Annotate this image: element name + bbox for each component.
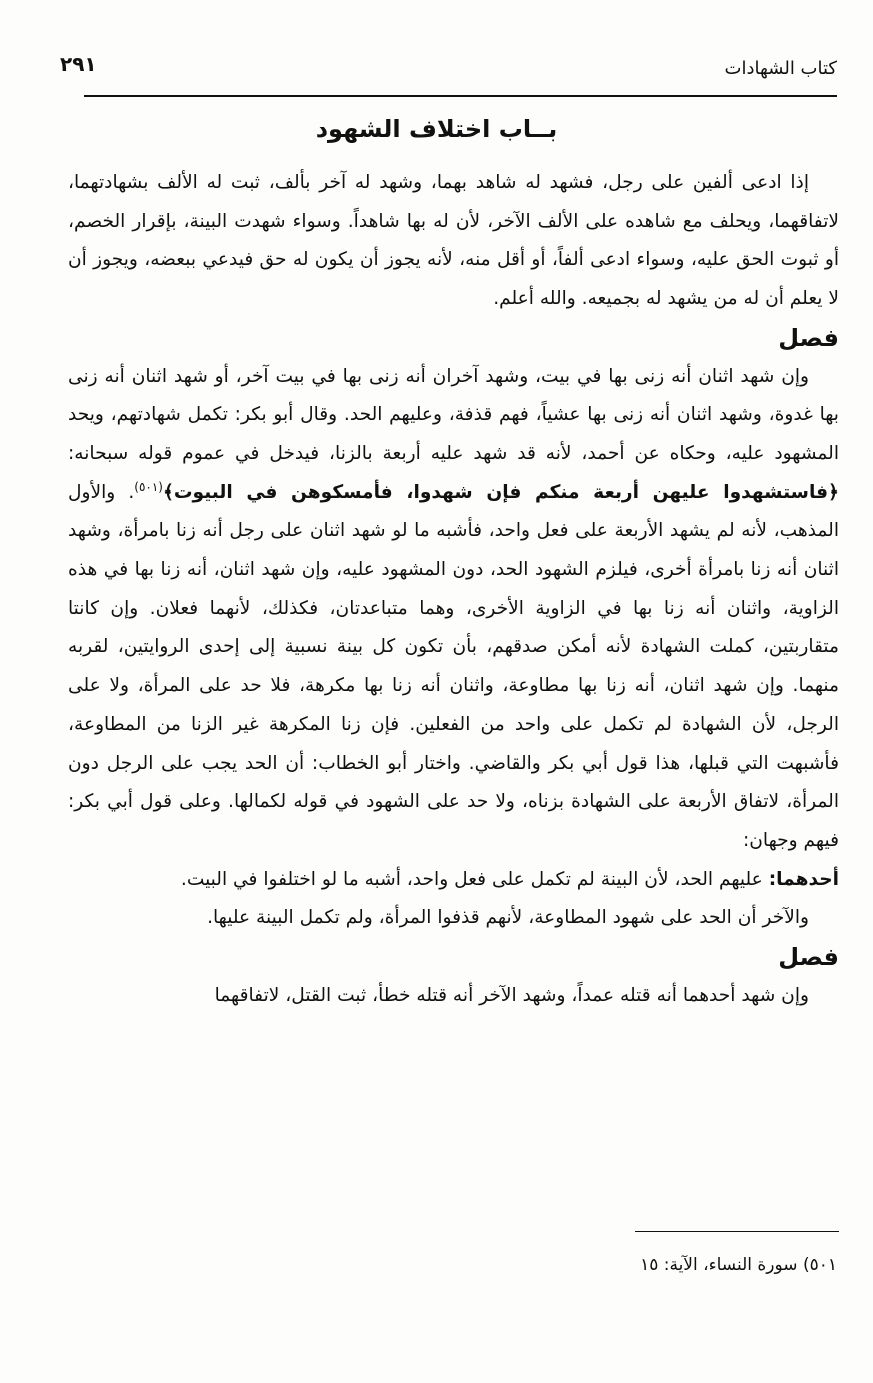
paragraph-text: . والأول المذهب، لأنه لم يشهد الأربعة على فعل واحد، فأشبه ما لو شهد اثنان على رجل أنه زنا بامرأة، وشهد اثنان أنه زنا بامرأة أخرى، فيلزم الشهود الحد، دون المشهود عليه، وإن شهد اثنان، أنه زنا بها في هذه الزاوية، واثنان أنه زنا بها في الزاوية الأخرى، وهما متباعدتان، فكذلك، لأنهما فعلان. وإن كانتا متقاربتين، كملت الشهادة لأنه أمكن صدقهم، بأن تكون كل بينة نسبية إلى إحدى الروايتين، لقربه منهما. وإن شهد اثنان، أنه زنا بها مطاوعة، واثنان أنه زنا بها مكرهة، فلا حد على المرأة، ولا على الرجل، لأن الشهادة لم تكمل على واحد من الفعلين. فإن زنا المكرهة غير الزنا من المطاوعة، فأشبهت التي قبلها، هذا قول أبي بكر والقاضي. واختار أبو الخطاب: أن الحد يجب على الرجل دون المرأة، لاتفاق الأربعة على الشهادة بزناه، ولا حد على الشهود في قوله لكمالها. وعلى قول أبي بكر: فيهم وجهان:: [68, 481, 839, 851]
section2-paragraph: وإن شهد أحدهما أنه قتله عمداً، وشهد الآخر أنه قتله خطأ، ثبت القتل، لاتفاقهما: [214, 984, 809, 1006]
footnote-marker: (٥٠١): [134, 479, 163, 494]
section1-paragraph: [68, 358, 839, 861]
header-divider: [84, 95, 837, 97]
running-title: كتاب الشهادات: [724, 58, 837, 79]
quran-verse: ﴿فاستشهدوا عليهن أربعة منكم فإن شهدوا، فأمسكوهن في البيوت﴾: [162, 481, 840, 503]
paragraph-text: وإن شهد اثنان أنه زنى بها في بيت، وشهد آخران أنه زنى بها في بيت آخر، أو شهد اثنان أنه زنى بها غدوة، وشهد اثنان أنه زنى بها عشياً، فهم قذفة، وعليهم الحد. وقال أبو بكر: تكمل شهادتهم، ويحد المشهود عليه، وحكاه عن أحمد، لأنه قد شهد عليه أربعة بالزنا، فيدخل في عموم قوله سبحانه:: [68, 365, 839, 464]
section1-paragraph-2: [68, 861, 839, 900]
footnote-text: سورة النساء، الآية: ١٥: [640, 1255, 798, 1275]
chapter-title: بــاب اختلاف الشهود: [315, 115, 558, 143]
paragraph-lead: أحدهما:: [768, 868, 839, 890]
section1-paragraph-3: والآخر أن الحد على شهود المطاوعة، لأنهم قذفوا المرأة، ولم تكمل البينة عليها.: [207, 907, 809, 929]
paragraph-text: عليهم الحد، لأن البينة لم تكمل على فعل واحد، أشبه ما لو اختلفوا في البيت.: [180, 868, 769, 890]
footnote-number: ٥٠١): [802, 1255, 837, 1275]
footnote: [640, 1255, 837, 1275]
page-number: ٢٩١: [60, 52, 97, 76]
section-heading: فصل: [778, 323, 839, 352]
section-heading: فصل: [778, 943, 839, 972]
intro-paragraph: إذا ادعى ألفين على رجل، فشهد له شاهد بهما، وشهد له آخر بألف، ثبت له الألف بشهادتهما، لاتفاقهما، ويحلف مع شاهده على الألف الآخر، لأن له بها شاهداً. وسواء شهدت البينة، بإقرار الخصم، أو ثبوت الحق عليه، وسواء ادعى ألفاً، أو أقل منه، لأنه يجوز أن يكون له حق فيدعي ببعضه، ويجوز أن لا يعلم أن له من يشهد له بجميعه. والله أعلم.: [68, 172, 839, 310]
body-text: [68, 164, 839, 1015]
footnote-divider: [635, 1231, 839, 1232]
